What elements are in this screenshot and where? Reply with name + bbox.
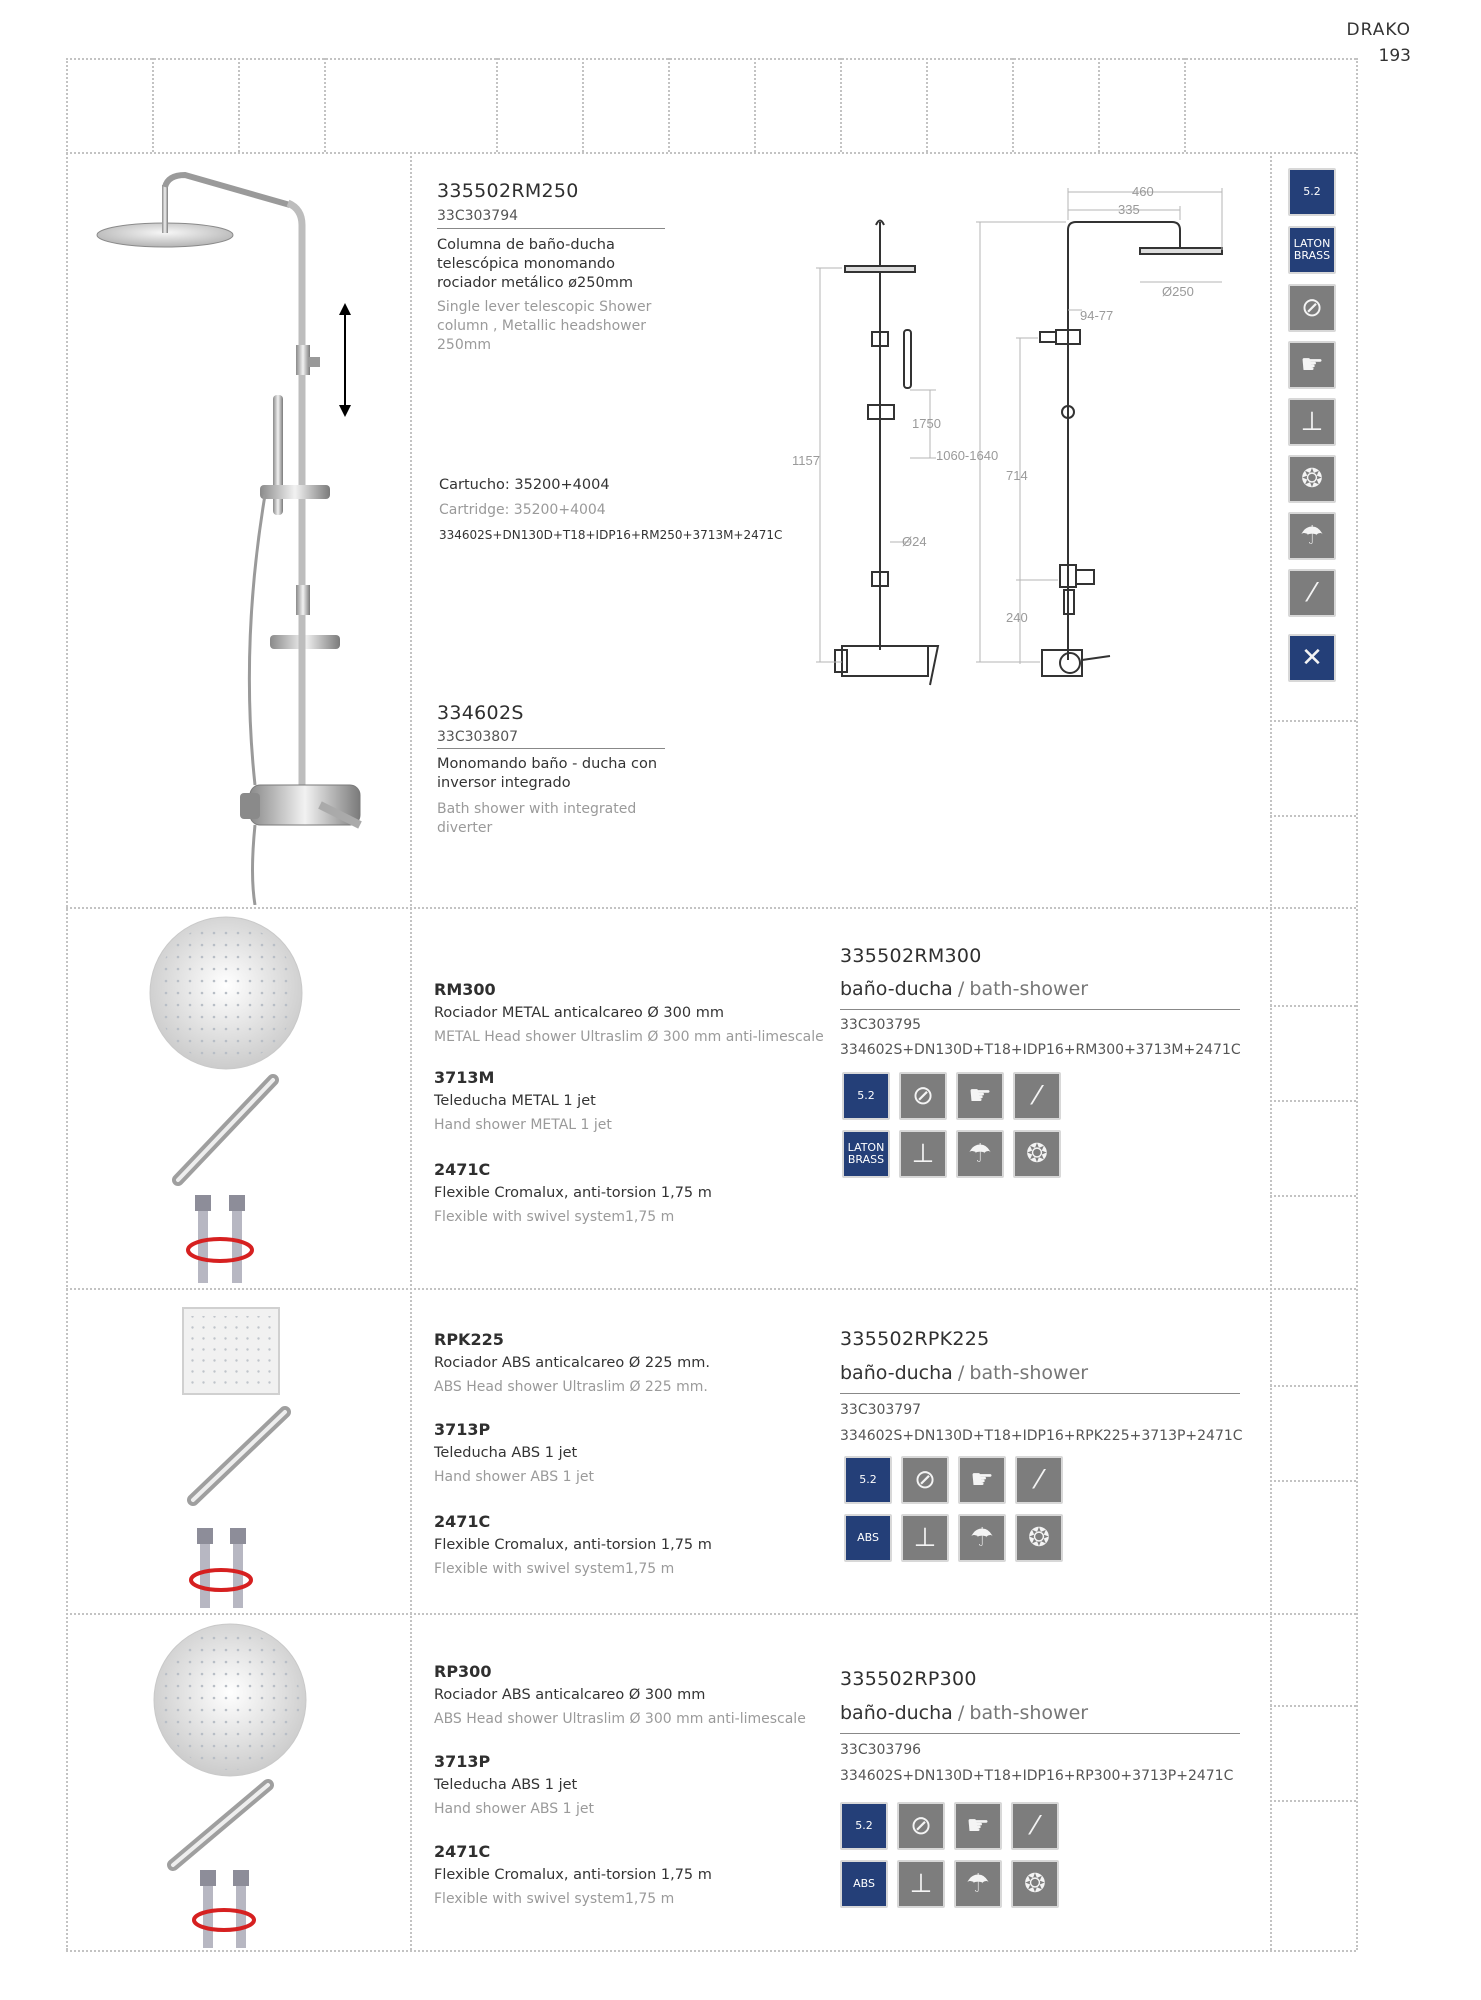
dim-label: 460 bbox=[1132, 184, 1154, 199]
dim-label: 1060-1640 bbox=[936, 448, 999, 463]
brand-name: DRAKO bbox=[1346, 20, 1411, 40]
dim-label: Ø250 bbox=[1162, 284, 1194, 299]
part-desc-es: Rociador ABS anticalcareo Ø 300 mm bbox=[434, 1687, 706, 1703]
variant-title: baño-ducha / bath-shower bbox=[840, 978, 1089, 1000]
mixer-product-code: 334602S bbox=[437, 702, 524, 724]
part-desc-es: Teleducha METAL 1 jet bbox=[434, 1093, 596, 1109]
cartridge-es: Cartucho: 35200+4004 bbox=[439, 477, 610, 493]
laton-brass-icon: LATON BRASS bbox=[842, 1130, 890, 1178]
part-sku: 2471C bbox=[434, 1512, 491, 1531]
thermo-icon: ⊥ bbox=[901, 1514, 949, 1562]
mixer-icon: ☛ bbox=[954, 1802, 1002, 1850]
divider bbox=[437, 228, 665, 229]
part-desc-en: Hand shower ABS 1 jet bbox=[434, 1801, 594, 1817]
dim-label: Ø24 bbox=[902, 534, 927, 549]
variant-title: baño-ducha / bath-shower bbox=[840, 1702, 1089, 1724]
part-desc-en: Flexible with swivel system1,75 m bbox=[434, 1891, 675, 1907]
variant-composition: 334602S+DN130D+T18+IDP16+RM300+3713M+2471C bbox=[840, 1042, 1241, 1058]
hand-shower-icon: ⁄ bbox=[1011, 1802, 1059, 1850]
part-desc-en: Hand shower METAL 1 jet bbox=[434, 1117, 612, 1133]
hand-shower-icon: ⁄ bbox=[1013, 1072, 1061, 1120]
variant-composition: 334602S+DN130D+T18+IDP16+RP300+3713P+2471C bbox=[840, 1768, 1234, 1784]
rain-shower-icon: ❂ bbox=[1011, 1860, 1059, 1908]
part-sku: 2471C bbox=[434, 1842, 491, 1861]
mixer-product-ref: 33C303807 bbox=[437, 729, 519, 745]
main-composition: 334602S+DN130D+T18+IDP16+RM250+3713M+2471C bbox=[439, 528, 783, 542]
divider bbox=[840, 1009, 1240, 1010]
overhead-shower-icon: ☂ bbox=[954, 1860, 1002, 1908]
part-desc-en: ABS Head shower Ultraslim Ø 300 mm anti-limescale bbox=[434, 1711, 806, 1727]
part-sku: 3713P bbox=[434, 1420, 491, 1439]
shower-column-photo bbox=[90, 165, 390, 905]
main-product-desc-es: Columna de baño-ducha telescópica monomando rociador metálico ø250mm bbox=[437, 237, 633, 291]
rain-shower-icon: ❂ bbox=[1288, 455, 1336, 503]
thermo-icon: ⊥ bbox=[1288, 398, 1336, 446]
overhead-shower-icon: ☂ bbox=[1288, 512, 1336, 560]
rain-shower-icon: ❂ bbox=[1015, 1514, 1063, 1562]
part-sku: 3713P bbox=[434, 1752, 491, 1771]
technical-drawing bbox=[780, 180, 1250, 700]
variant-rm300-photos bbox=[148, 915, 308, 1285]
mixer-icon: ☛ bbox=[1288, 341, 1336, 389]
divider bbox=[437, 748, 665, 749]
rain-shower-icon: ❂ bbox=[1013, 1130, 1061, 1178]
variant-code: 335502RM300 bbox=[840, 945, 982, 967]
laton-brass-icon: LATON BRASS bbox=[1288, 226, 1336, 274]
overhead-shower-icon: ☂ bbox=[956, 1130, 1004, 1178]
page-number: 193 bbox=[1378, 46, 1411, 66]
part-desc-es: Rociador METAL anticalcareo Ø 300 mm bbox=[434, 1005, 724, 1021]
mixer-product-desc-es: Monomando baño - ducha con inversor integrado bbox=[437, 756, 658, 791]
variant-title: baño-ducha / bath-shower bbox=[840, 1362, 1089, 1384]
hand-shower-icon: ⁄ bbox=[1288, 569, 1336, 617]
part-desc-en: Flexible with swivel system1,75 m bbox=[434, 1561, 675, 1577]
thermo-icon: ⊥ bbox=[897, 1860, 945, 1908]
main-product-code: 335502RM250 bbox=[437, 180, 579, 202]
part-desc-es: Flexible Cromalux, anti-torsion 1,75 m bbox=[434, 1867, 712, 1883]
part-sku: RP300 bbox=[434, 1662, 492, 1681]
part-desc-es: Flexible Cromalux, anti-torsion 1,75 m bbox=[434, 1537, 712, 1553]
divider bbox=[840, 1393, 1240, 1394]
dim-label: 240 bbox=[1006, 610, 1028, 625]
divider bbox=[840, 1733, 1240, 1734]
eco-icon: ✕ bbox=[1288, 634, 1336, 682]
mixer-icon: ☛ bbox=[958, 1456, 1006, 1504]
flow-5-2-icon: 5.2 bbox=[842, 1072, 890, 1120]
overhead-shower-icon: ☂ bbox=[958, 1514, 1006, 1562]
variant-code: 335502RP300 bbox=[840, 1668, 977, 1690]
variant-ref: 33C303795 bbox=[840, 1017, 922, 1033]
flow-5-2-icon: 5.2 bbox=[840, 1802, 888, 1850]
anti-limescale-icon: ⊘ bbox=[897, 1802, 945, 1850]
variant-ref: 33C303796 bbox=[840, 1742, 922, 1758]
part-desc-en: METAL Head shower Ultraslim Ø 300 mm anti-limescale bbox=[434, 1029, 824, 1045]
anti-limescale-icon: ⊘ bbox=[901, 1456, 949, 1504]
part-sku: RPK225 bbox=[434, 1330, 504, 1349]
part-desc-es: Flexible Cromalux, anti-torsion 1,75 m bbox=[434, 1185, 712, 1201]
variant-code: 335502RPK225 bbox=[840, 1328, 990, 1350]
main-product-ref: 33C303794 bbox=[437, 208, 519, 224]
part-sku: 2471C bbox=[434, 1160, 491, 1179]
dim-label: 714 bbox=[1006, 468, 1028, 483]
flow-5-2-icon: 5.2 bbox=[1288, 168, 1336, 216]
mixer-icon: ☛ bbox=[956, 1072, 1004, 1120]
part-sku: RM300 bbox=[434, 980, 496, 999]
variant-composition: 334602S+DN130D+T18+IDP16+RPK225+3713P+2471C bbox=[840, 1428, 1243, 1444]
dim-label: 94-77 bbox=[1080, 308, 1114, 323]
part-sku: 3713M bbox=[434, 1068, 495, 1087]
part-desc-en: Hand shower ABS 1 jet bbox=[434, 1469, 594, 1485]
abs-material-icon: ABS bbox=[840, 1860, 888, 1908]
anti-limescale-icon: ⊘ bbox=[1288, 284, 1336, 332]
variant-rpk225-photos bbox=[165, 1300, 305, 1610]
part-desc-es: Rociador ABS anticalcareo Ø 225 mm. bbox=[434, 1355, 710, 1371]
dim-label: 335 bbox=[1118, 202, 1140, 217]
mixer-product-desc-en: Bath shower with integrated diverter bbox=[437, 801, 637, 836]
dim-label: 1750 bbox=[912, 416, 941, 431]
main-product-desc-en: Single lever telescopic Shower column , Metallic headshower 250mm bbox=[437, 299, 652, 353]
dim-label: 1157 bbox=[792, 453, 820, 468]
thermo-icon: ⊥ bbox=[899, 1130, 947, 1178]
cartridge-en: Cartridge: 35200+4004 bbox=[439, 502, 606, 518]
part-desc-en: ABS Head shower Ultraslim Ø 225 mm. bbox=[434, 1379, 708, 1395]
variant-rp300-photos bbox=[148, 1620, 318, 1950]
flow-5-2-icon: 5.2 bbox=[844, 1456, 892, 1504]
part-desc-en: Flexible with swivel system1,75 m bbox=[434, 1209, 675, 1225]
hand-shower-icon: ⁄ bbox=[1015, 1456, 1063, 1504]
anti-limescale-icon: ⊘ bbox=[899, 1072, 947, 1120]
part-desc-es: Teleducha ABS 1 jet bbox=[434, 1777, 578, 1793]
part-desc-es: Teleducha ABS 1 jet bbox=[434, 1445, 578, 1461]
abs-material-icon: ABS bbox=[844, 1514, 892, 1562]
variant-ref: 33C303797 bbox=[840, 1402, 922, 1418]
